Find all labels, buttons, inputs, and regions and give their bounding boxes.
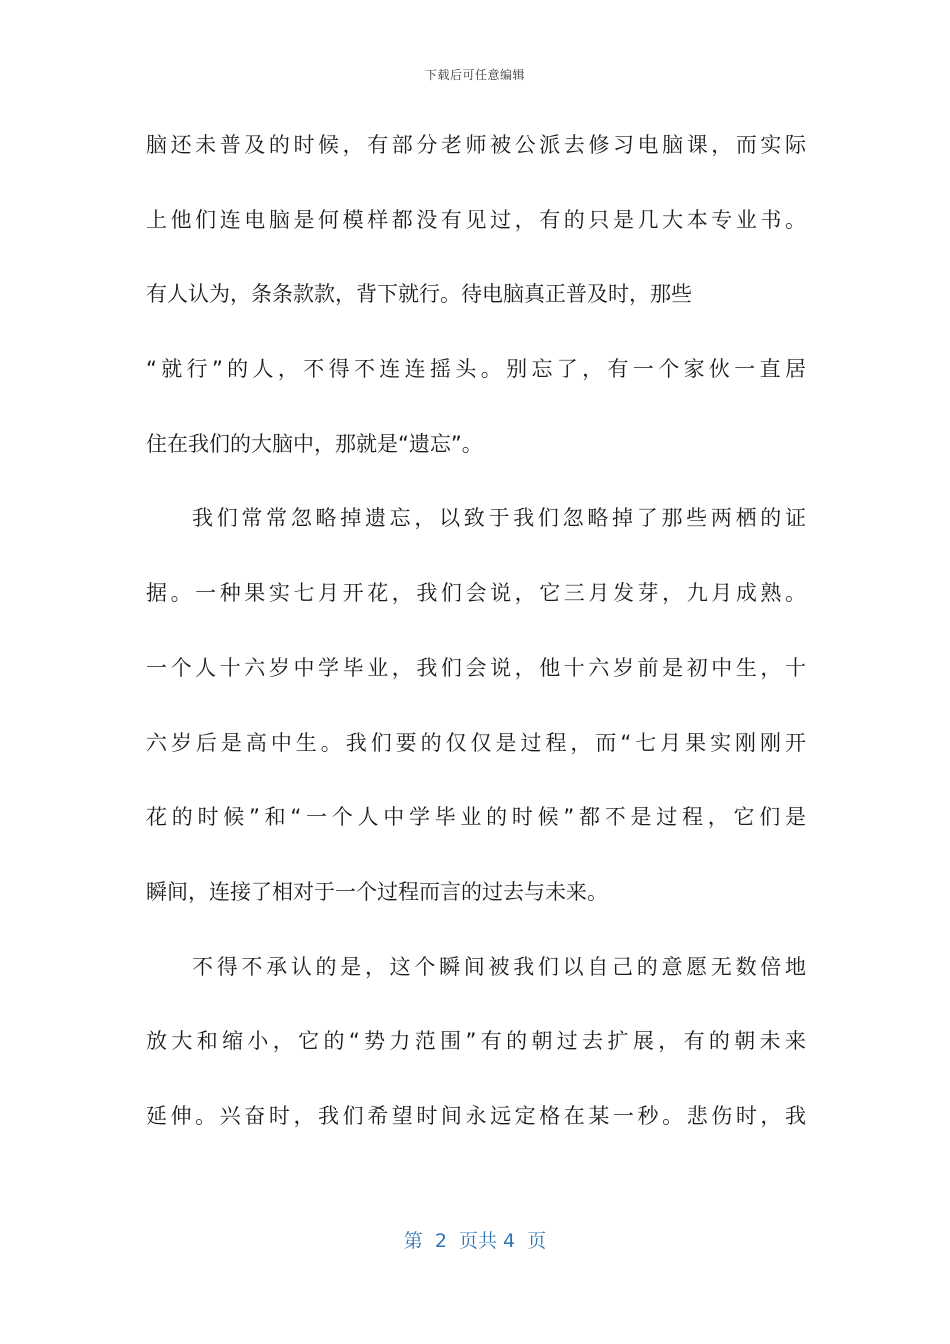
text-line: 瞬间，连接了相对于一个过程而言的过去与未来。: [146, 879, 608, 904]
text-line: 六岁后是高中生。我们要的仅仅是过程，而“七月果实刚刚开: [146, 730, 806, 755]
text-line: 上他们连电脑是何模样都没有见过，有的只是几大本专业书。: [146, 207, 806, 232]
text-line: 放大和缩小，它的“势力范围”有的朝过去扩展，有的朝未来: [146, 1029, 806, 1054]
body-text: [146, 122, 806, 1168]
text-line: “就行”的人，不得不连连摇头。别忘了，有一个家伙一直居: [146, 357, 806, 382]
text-line: 花的时候”和“一个人中学毕业的时候”都不是过程，它们是: [146, 805, 806, 830]
text-line: 有人认为，条条款款，背下就行。待电脑真正普及时，那些: [146, 282, 692, 307]
text-line: 一个人十六岁中学毕业，我们会说，他十六岁前是初中生，十: [146, 655, 806, 680]
text-line: 住在我们的大脑中，那就是“遗忘”。: [146, 431, 483, 456]
page-header: 下载后可任意编辑: [424, 68, 525, 82]
text-line: 据。一种果实七月开花，我们会说，它三月发芽，九月成熟。: [146, 581, 806, 606]
text-line: 延伸。兴奋时，我们希望时间永远定格在某一秒。悲伤时，我: [146, 1103, 806, 1128]
text-line: 脑还未普及的时候，有部分老师被公派去修习电脑课，而实际: [146, 133, 806, 157]
page-number-footer: 第 2 页共 4 页: [403, 1230, 547, 1252]
paragraph-first-line: 我们常常忽略掉遗忘，以致于我们忽略掉了那些两栖的证: [192, 506, 806, 531]
paragraph-first-line: 不得不承认的是，这个瞬间被我们以自己的意愿无数倍地: [192, 954, 806, 979]
